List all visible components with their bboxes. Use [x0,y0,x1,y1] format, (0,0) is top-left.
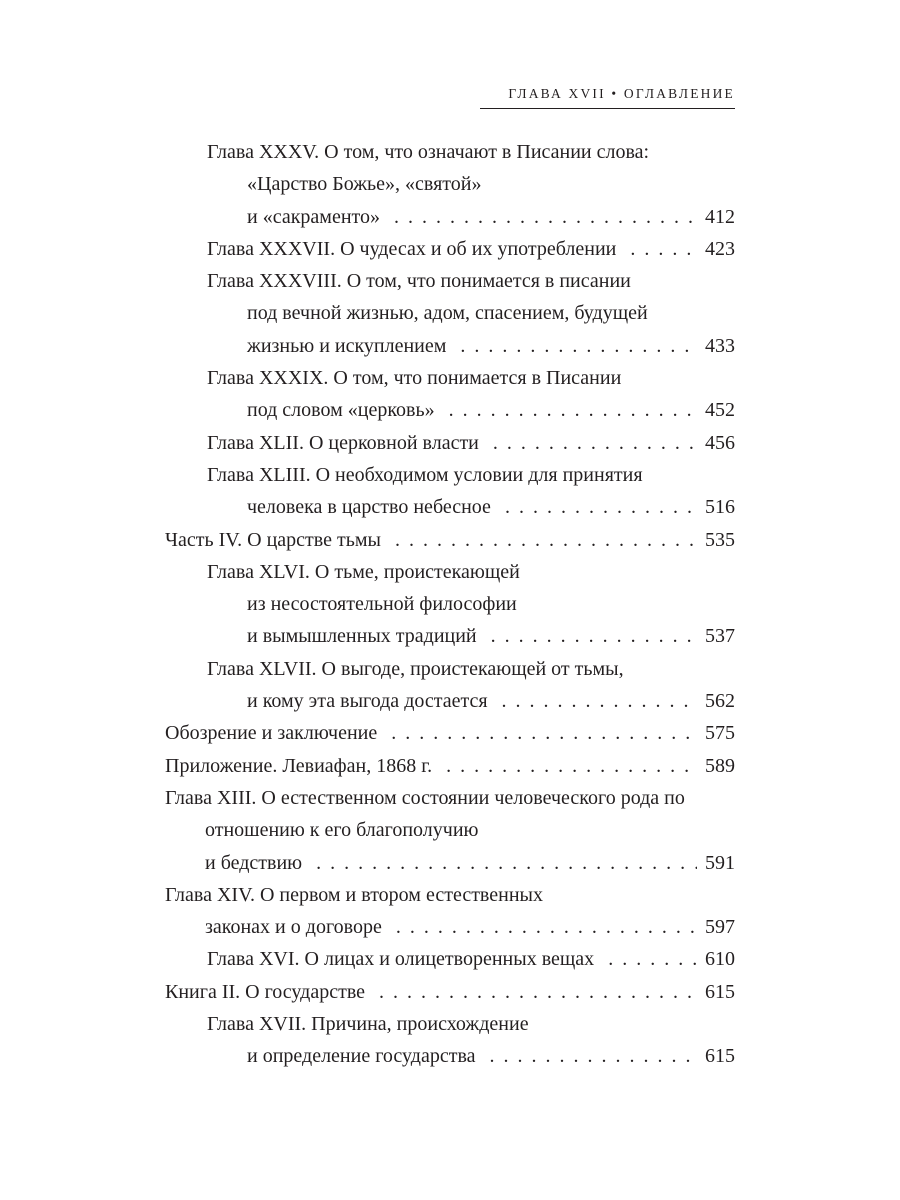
dot-leader [391,717,697,749]
toc-entry-line: и «сакраменто» [247,205,381,228]
toc-entry-line: жизнью и искуплением [247,334,447,357]
toc-entry-line: Часть IV. О царстве тьмы [165,528,381,551]
toc-entry[interactable] [165,1008,735,1073]
toc-entry[interactable] [165,362,735,427]
dot-leader [394,201,697,233]
toc-entry-line: Глава XLII. О церковной власти [207,431,479,454]
page-number: 562 [705,690,735,713]
toc-entry-line: Глава XVI. О лицах и олицетворенных вещах [207,948,595,971]
toc-entry-line: «Царство Божье», «святой» [247,173,482,196]
dot-leader [608,943,697,975]
toc-entry[interactable] [165,750,735,782]
toc-entry[interactable] [165,653,735,718]
dot-leader [395,524,697,556]
page-number: 535 [705,528,735,551]
toc-entry-line: под вечной жизнью, адом, спасением, будущей [247,302,648,325]
dot-leader [396,911,697,943]
dot-leader [502,685,697,717]
page-number: 615 [705,1045,735,1068]
page-number: 591 [705,851,735,874]
toc-entry-line: Глава XLVI. О тьме, проистекающей [207,560,520,583]
dot-leader [316,847,697,879]
page-number: 589 [705,754,735,777]
toc-entry-line: Приложение. Левиафан, 1868 г. [165,754,433,777]
toc-entry[interactable] [165,782,735,879]
running-header-separator: • [611,86,619,101]
toc-entry-line: Глава XLVII. О выгоде, проистекающей от тьмы, [207,657,624,680]
toc-entry[interactable] [165,879,735,944]
toc-entry-line: человека в царство небесное [247,496,491,519]
page-number: 412 [705,205,735,228]
running-header-title: ОГЛАВЛЕНИЕ [623,86,735,101]
toc-entry-line: и бедствию [205,851,303,874]
page-number: 575 [705,722,735,745]
dot-leader [630,233,697,265]
toc-entry[interactable] [165,717,735,749]
table-of-contents [165,136,735,1073]
toc-entry-line: Книга II. О государстве [165,980,366,1003]
running-header-chapter: ГЛАВА XVII [508,86,606,101]
toc-entry[interactable] [165,136,735,233]
toc-entry[interactable] [165,943,735,975]
page-number: 610 [705,948,735,971]
toc-entry[interactable] [165,524,735,556]
dot-leader [491,620,697,652]
page-number: 452 [705,399,735,422]
page-number: 537 [705,625,735,648]
dot-leader [460,330,697,362]
toc-entry-line: из несостоятельной философии [247,593,517,616]
toc-entry[interactable] [165,265,735,362]
page-number: 423 [705,237,735,260]
header-rule [480,108,735,109]
toc-entry-line: законах и о договоре [205,916,382,939]
toc-entry-line: Глава XXXIX. О том, что понимается в Писании [207,367,622,390]
toc-entry[interactable] [165,976,735,1008]
page-number: 516 [705,496,735,519]
page-number: 615 [705,980,735,1003]
toc-entry[interactable] [165,556,735,653]
dot-leader [446,750,697,782]
toc-entry[interactable] [165,233,735,265]
toc-entry-line: Глава XXXVII. О чудесах и об их употреблении [207,237,617,260]
toc-entry-line: и кому эта выгода достается [247,690,488,713]
toc-entry-line: Обозрение и заключение [165,722,378,745]
dot-leader [493,427,697,459]
toc-entry-line: Глава XVII. Причина, происхождение [207,1013,529,1036]
dot-leader [505,491,697,523]
toc-entry-line: Глава XIV. О первом и втором естественных [165,883,543,906]
toc-entry-line: под словом «церковь» [247,399,435,422]
toc-entry-line: и вымышленных традиций [247,625,477,648]
dot-leader [490,1040,698,1072]
running-header [480,86,735,102]
dot-leader [449,394,697,426]
page-number: 456 [705,431,735,454]
toc-entry-line: отношению к его благополучию [205,819,479,842]
toc-entry[interactable] [165,427,735,459]
page-number: 597 [705,916,735,939]
toc-entry-line: Глава XXXV. О том, что означают в Писании слова: [207,141,650,163]
toc-entry[interactable] [165,459,735,524]
toc-entry-line: Глава XIII. О естественном состоянии человеческого рода по [165,786,685,809]
toc-entry-line: и определение государства [247,1045,476,1068]
dot-leader [379,976,697,1008]
toc-entry-line: Глава XXXVIII. О том, что понимается в писании [207,270,631,293]
page-number: 433 [705,334,735,357]
toc-entry-line: Глава XLIII. О необходимом условии для принятия [207,463,643,486]
